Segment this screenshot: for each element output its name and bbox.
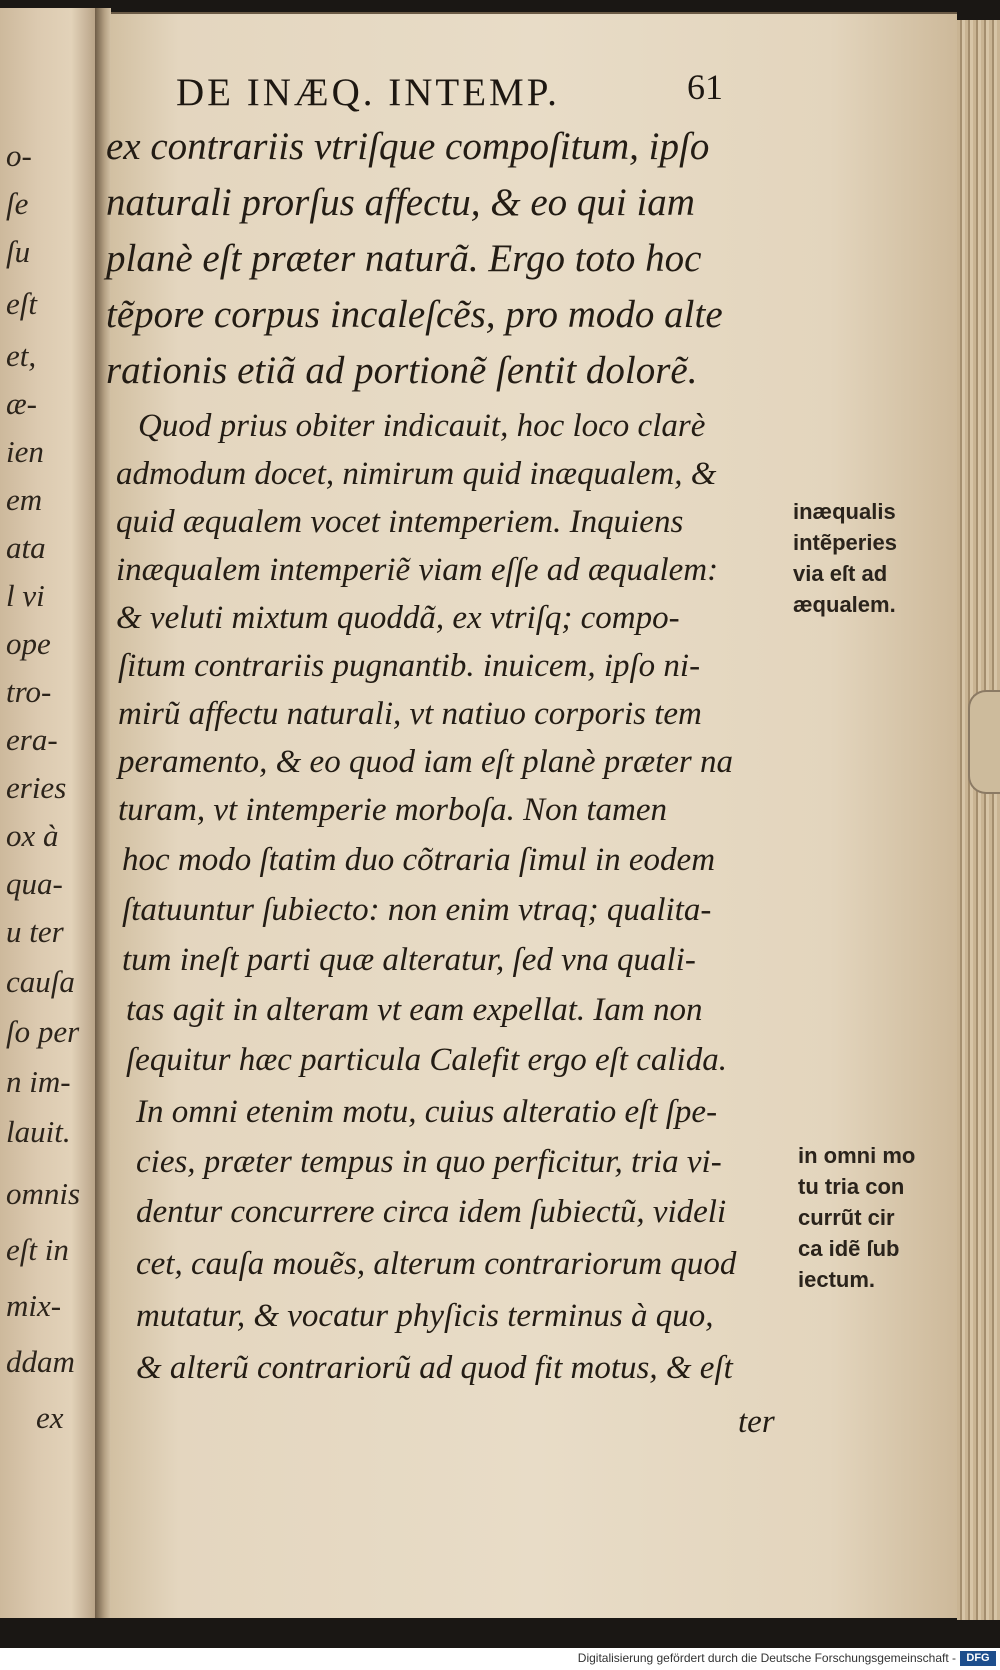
text-line: tẽpore corpus incaleſcẽs, pro modo alte — [106, 293, 723, 336]
text-line: hoc modo ſtatim duo cõtraria ſimul in eodem — [122, 842, 716, 878]
left-fragment: l vi — [6, 578, 45, 613]
left-fragment: ope — [6, 626, 51, 661]
left-fragment: qua- — [6, 866, 63, 901]
catchword: ter — [738, 1404, 775, 1440]
left-fragment: cauſa — [6, 964, 75, 999]
marginal-note-line: iectum. — [798, 1267, 876, 1292]
page-edge — [957, 20, 1000, 1620]
text-line: cet, cauſa mouẽs, alterum contrariorum quod — [136, 1246, 737, 1282]
text-line: Quod prius obiter indicauit, hoc loco clarè — [138, 408, 706, 444]
page-number: 61 — [687, 67, 723, 107]
left-fragment: era- — [6, 722, 58, 757]
text-line: In omni etenim motu, cuius alteratio eſt ſpe- — [136, 1094, 718, 1130]
left-fragment: ddam — [6, 1344, 75, 1379]
text-line: inæqualem intemperiẽ viam eſſe ad æqualem: — [116, 552, 719, 588]
text-line: naturali prorſus affectu, & eo qui iam — [106, 181, 695, 224]
text-line: rationis etiã ad portionẽ ſentit dolorẽ. — [106, 349, 698, 392]
left-fragment: em — [6, 482, 43, 517]
footer-band — [0, 1648, 1000, 1670]
text-line: mirũ affectu naturali, vt natiuo corporis tem — [118, 696, 702, 732]
marginal-note — [793, 496, 897, 620]
text-line: ex contrariis vtriſque compoſitum, ipſo — [106, 125, 710, 168]
left-fragment: ien — [6, 434, 44, 469]
left-fragment: eſt — [6, 286, 37, 321]
dfg-logo: DFG — [960, 1651, 996, 1666]
running-title: DE INÆQ. INTEMP. — [176, 71, 560, 114]
marginal-note-line: currũt cir — [798, 1205, 895, 1230]
left-fragment: æ- — [6, 386, 37, 421]
marginal-note — [798, 1140, 915, 1295]
text-line: & alterũ contrariorũ ad quod fit motus, & eſt — [136, 1350, 733, 1386]
text-line: planè eſt præter naturã. Ergo toto hoc — [106, 237, 702, 280]
left-fragment: lauit. — [6, 1114, 71, 1149]
left-fragment: o- — [6, 138, 32, 173]
marginal-note-line: in omni mo — [798, 1143, 916, 1168]
text-line: mutatur, & vocatur phyſicis terminus à quo, — [136, 1298, 714, 1334]
left-fragment: et, — [6, 338, 37, 373]
text-line: dentur concurrere circa idem ſubiectũ, videli — [136, 1194, 727, 1230]
text-line: cies, præter tempus in quo perficitur, tria vi- — [136, 1144, 722, 1180]
marginal-note-line: æqualem. — [793, 592, 896, 617]
left-fragment: tro- — [6, 674, 52, 709]
left-page-fragment — [0, 8, 97, 1618]
marginal-note-line: tu tria con — [798, 1174, 905, 1199]
text-line: ſitum contrariis pugnantib. inuicem, ipſo ni- — [118, 648, 701, 684]
left-fragment: omnis — [6, 1176, 81, 1211]
page-clip — [968, 690, 1000, 794]
left-fragment: u ter — [6, 914, 64, 949]
marginal-note-line: ca idẽ ſub — [798, 1236, 900, 1261]
funding-credit: Digitalisierung gefördert durch die Deutsche Forschungsgemeinschaft - — [577, 1651, 956, 1665]
text-line: tas agit in alteram vt eam expellat. Iam non — [126, 992, 703, 1028]
left-fragment: ox à — [6, 818, 59, 853]
left-fragment: eries — [6, 770, 67, 805]
text-line: ſtatuuntur ſubiecto: non enim vtraq; qualita- — [122, 892, 712, 928]
marginal-note-line: intẽperies — [793, 530, 897, 555]
marginal-note-line: via eſt ad — [793, 561, 888, 586]
left-fragment: ſo per — [6, 1014, 80, 1049]
left-fragment: ſu — [6, 234, 31, 269]
left-fragment: n im- — [6, 1064, 71, 1099]
left-fragment: ata — [6, 530, 46, 565]
text-line: tum ineſt parti quæ alteratur, ſed vna quali- — [122, 942, 696, 978]
left-fragment: ex — [36, 1400, 64, 1435]
left-fragment: eſt in — [6, 1232, 69, 1267]
left-fragment: mix- — [6, 1288, 62, 1323]
left-fragment: ſe — [6, 186, 29, 221]
text-line: turam, vt intemperie morboſa. Non tamen — [118, 792, 668, 828]
text-line: peramento, & eo quod iam eſt planè præter na — [118, 744, 734, 780]
marginal-note-line: inæqualis — [793, 499, 896, 524]
text-line: & veluti mixtum quoddã, ex vtriſq; compo- — [116, 600, 680, 636]
text-line: admodum docet, nimirum quid inæqualem, & — [116, 456, 717, 492]
text-line: ſequitur hæc particula Calefit ergo eſt calida. — [126, 1042, 727, 1078]
text-line: quid æqualem vocet intemperiem. Inquiens — [116, 504, 684, 540]
